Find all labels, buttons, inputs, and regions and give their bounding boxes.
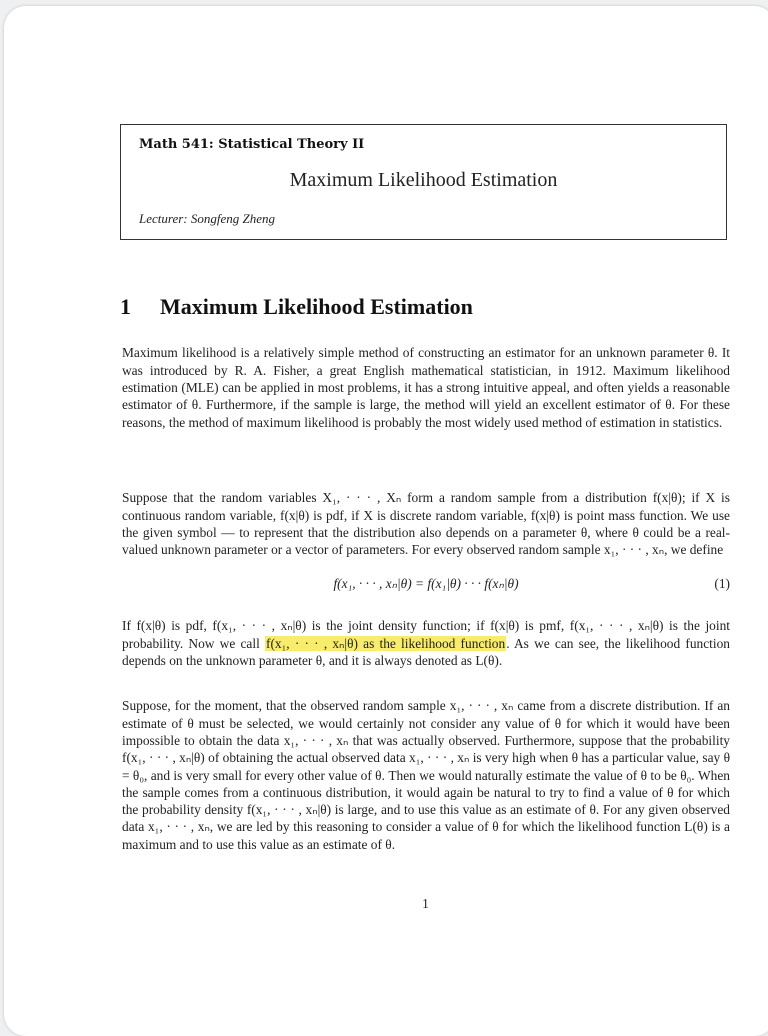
course-name: Math 541: Statistical Theory II [139,137,365,152]
likelihood-text-before: If f(x|θ) is pdf, f(x₁, · · · , xₙ|θ) is the joint density function; if f(x|θ) is pmf, f(x₁, · · · , xₙ|θ) is the joint probability. Now we call [122,618,730,651]
likelihood-text-after: . As we can see, the likelihood function depends on the unknown parameter θ, and it is always denoted as L(θ). [122,635,730,668]
section-heading [120,294,473,320]
section-title: Maximum Likelihood Estimation [160,294,473,319]
section-number: 1 [120,294,131,319]
lecture-header-box [120,124,727,240]
equation-body: f(x₁, · · · , xₙ|θ) = f(x₁|θ) · · · f(xₙ|θ) [333,576,519,591]
paragraph-likelihood-definition [122,617,730,669]
document-page [4,6,768,1036]
document-title: Maximum Likelihood Estimation [289,169,558,191]
paragraph-random-sample: Suppose that the random variables X₁, · · · , Xₙ form a random sample from a distribution f(x|θ); if X is continuous random variable, f(x|θ) is pdf, if X is discrete random variable, f(x|θ) is point mass function. We use the given symbol — to represent that the distribution also depends on a parameter θ, where θ could be a real-valued unknown parameter or a vector of parameters. For every observed random sample x₁, · · · , xₙ, we define [122,490,730,558]
paragraph-intro: Maximum likelihood is a relatively simple method of constructing an estimator for an unknown parameter θ. It was introduced by R. A. Fisher, a great English mathematical statistician, in 1912. Maximum likelihood estimation (MLE) can be applied in most problems, it has a strong intuitive appeal, and often yields a reasonable estimator of θ. Furthermore, if the sample is large, the method will yield an excellent estimator of θ. For these reasons, the method of maximum likelihood is probably the most widely used method of estimation in statistics. [122,345,730,430]
equation-number: (1) [714,576,730,591]
page-number: 1 [422,896,429,911]
lecturer-name: Lecturer: Songfeng Zheng [139,211,275,226]
paragraph-estimation-reasoning: Suppose, for the moment, that the observed random sample x₁, · · · , xₙ came from a discrete distribution. If an estimate of θ must be selected, we would certainly not consider any value of θ for which it would have been impossible to obtain the data x₁, · · · , xₙ that was actually observed. Furthermore, suppose that the probability f(x₁, · · · , xₙ|θ) of obtaining the actual observed data x₁, · · · , xₙ is very high when θ has a particular value, say θ = θ₀, and is very small for every other value of θ. Then we would naturally estimate the value of θ to be θ₀. When the sample comes from a continuous distribution, it would again be natural to try to find a value of θ for which the probability density f(x₁, · · · , xₙ|θ) is large, and to use this value as an estimate of θ. For any given observed data x₁, · · · , xₙ, we are led by this reasoning to consider a value of θ for which the likelihood function L(θ) is a maximum and to use this value as an estimate of θ. [122,698,730,852]
equation-1 [122,576,730,596]
highlighted-likelihood-phrase[interactable]: f(x₁, · · · , xₙ|θ) as the likelihood function [266,635,506,651]
